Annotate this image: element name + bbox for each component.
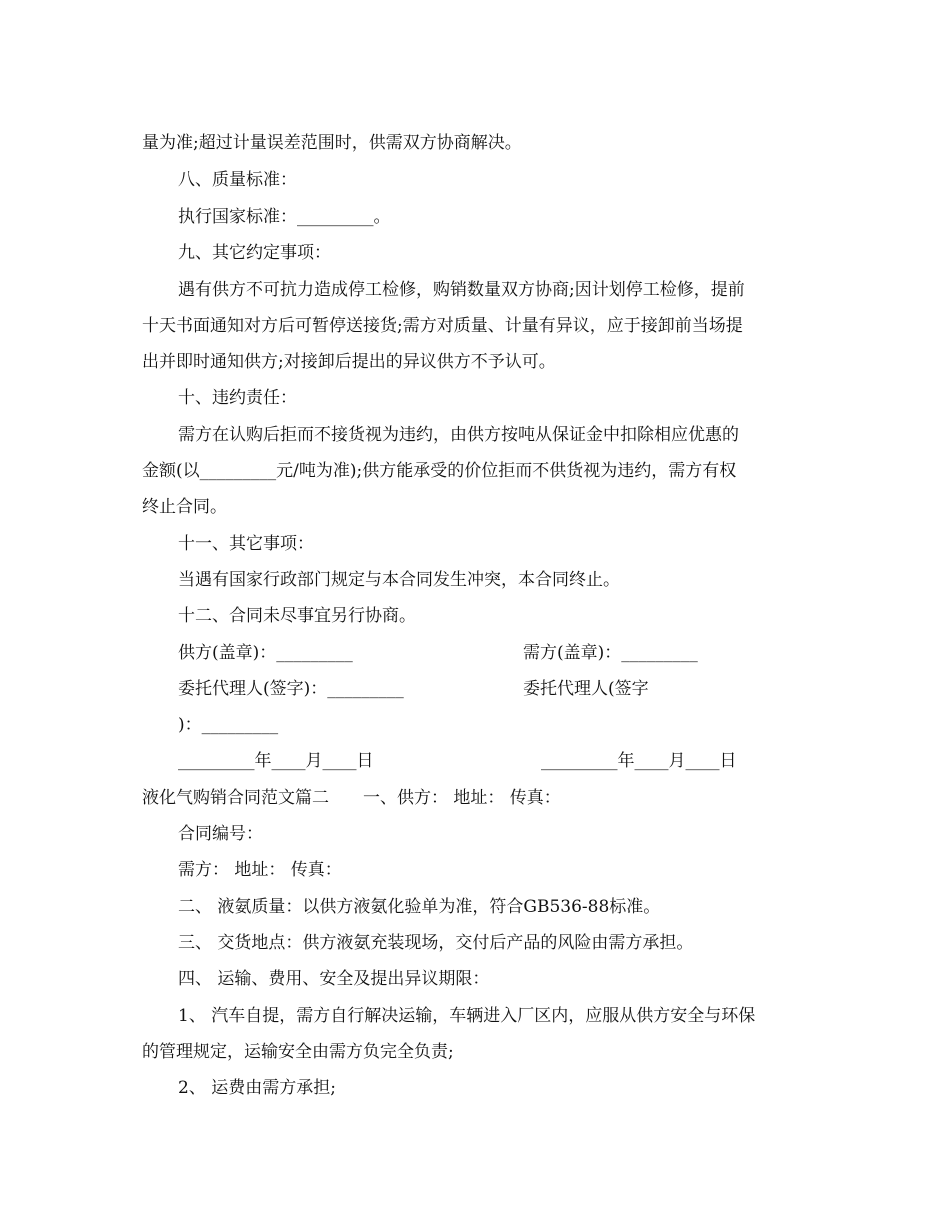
signature-supplier-seal: 供方(盖章)：_________ <box>178 643 353 663</box>
signature-supplier-agent: 委托代理人(签字)：_________ <box>178 679 404 699</box>
body-text-line: 2、 运费由需方承担; <box>178 1078 336 1098</box>
body-text-line: 当遇有国家行政部门规定与本合同发生冲突，本合同终止。 <box>178 570 620 590</box>
body-text-line: 十天书面通知对方后可暂停送接货;需方对质量、计量有异议，应于接卸前当场提 <box>142 316 743 336</box>
buyer-info-line: 需方： 地址： 传真： <box>178 860 342 880</box>
body-text-line: 的管理规定，运输安全由需方负完全负责; <box>142 1042 454 1062</box>
body-text-line: 1、 汽车自提，需方自行解决运输，车辆进入厂区内，应服从供方安全与环保 <box>178 1006 756 1026</box>
section-heading-liability: 十、违约责任： <box>178 388 297 408</box>
section-heading-misc: 十二、合同未尽事宜另行协商。 <box>178 606 416 626</box>
body-text-line: 三、 交货地点：供方液氨充装现场，交付后产品的风险由需方承担。 <box>178 933 694 953</box>
section-heading-other-matters: 十一、其它事项： <box>178 534 314 554</box>
signature-buyer-agent-continued: )：_________ <box>178 715 279 735</box>
body-text-line: 需方在认购后拒而不接货视为违约，由供方按吨从保证金中扣除相应优惠的 <box>178 425 739 445</box>
section-heading-quality: 八、质量标准： <box>178 170 297 190</box>
body-text-line: 执行国家标准：_________。 <box>178 207 391 227</box>
body-text-line: 金额(以_________元/吨为准);供方能承受的价位拒而不供货视为违约，需方有权 <box>142 461 737 481</box>
signature-date-right: _________年____月____日 <box>541 751 737 771</box>
body-text-line: 量为准;超过计量误差范围时，供需双方协商解决。 <box>142 133 522 153</box>
body-text-line: 出并即时通知供方;对接卸后提出的异议供方不予认可。 <box>142 352 556 372</box>
signature-buyer-seal: 需方(盖章)：_________ <box>523 643 698 663</box>
contract-number-line: 合同编号： <box>178 824 263 844</box>
body-text-line: 二、 液氨质量：以供方液氨化验单为准，符合GB536-88标准。 <box>178 897 661 917</box>
signature-date-left: _________年____月____日 <box>178 751 374 771</box>
section-heading-other-terms: 九、其它约定事项： <box>178 243 331 263</box>
contract-two-title: 液化气购销合同范文篇二 一、供方： 地址： 传真： <box>142 788 561 808</box>
signature-buyer-agent: 委托代理人(签字 <box>523 679 649 699</box>
body-text-line: 遇有供方不可抗力造成停工检修，购销数量双方协商;因计划停工检修，提前 <box>178 280 745 300</box>
body-text-line: 四、 运输、费用、安全及提出异议期限： <box>178 969 490 989</box>
body-text-line: 终止合同。 <box>142 497 227 517</box>
